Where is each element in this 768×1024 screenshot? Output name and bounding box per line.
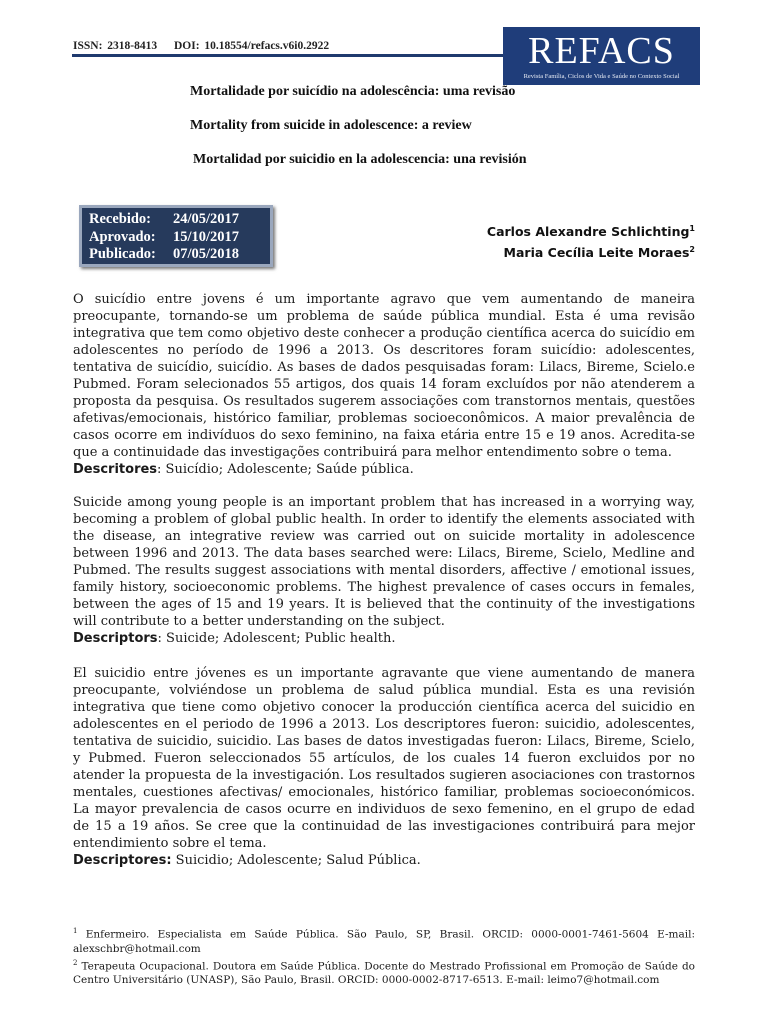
footnote-mark: 1: [73, 927, 78, 935]
footnote: [73, 956, 695, 988]
journal-identifiers: [73, 40, 329, 52]
header-rule: [72, 54, 504, 57]
logo-subtitle: Revista Família, Ciclos de Vida e Saúde no Contexto Social: [523, 73, 680, 80]
abstract-portuguese: [73, 291, 695, 478]
title-english: Mortality from suicide in adolescence: a review: [190, 118, 472, 133]
journal-logo: [503, 27, 700, 85]
author: [487, 220, 695, 241]
date-value: 07/05/2018: [173, 246, 240, 262]
issn: ISSN: 2318-8413: [73, 40, 158, 52]
abstract-english: [73, 494, 695, 647]
footnote-text: Enfermeiro. Especialista em Saúde Pública. São Paulo, SP, Brasil. ORCID: 0000-0001-7461-5604 E-mail: alexschbr@hotmail.com: [73, 928, 695, 955]
footnote-mark: 2: [73, 958, 78, 967]
logo-word: REFACS: [528, 30, 675, 72]
abstract-text: O suicídio entre jovens é um importante agravo que vem aumentando de maneira preocupante, tornando-se um problema de saúde pública mundial. Esta é uma revisão integrativa que tem como objetivo deste conhecer a produção científica acerca do suicídio em adolescentes no período de 1996 a 2013. Os descritores foram suicídio: adolescentes, tentativa de suicídio, suicídio. As bases de dados pesquisadas foram: Lilacs, Bireme, Scielo.e Pubmed. Foram selecionados 55 artigos, dos quais 14 foram excluídos por não atenderem a proposta da pesquisa. Os resultados sugerem associações com transtornos mentais, questões afetivas/emocionais, histórico familiar, problemas socioeconômicos. A maior prevalência de casos ocorre em indivíduos do sexo feminino, na faixa etária entre 15 e 19 anos. Acredita-se que a continuidade das investigações contribuirá para melhor entendimento sobre o tema.: [73, 292, 695, 460]
title-portuguese: Mortalidade por suicídio na adolescência: uma revisão: [190, 84, 516, 99]
keywords: [73, 630, 695, 647]
author-mark: 1: [689, 224, 695, 233]
keywords: [73, 852, 695, 869]
abstract-spanish: [73, 665, 695, 869]
keywords-text: : Suicide; Adolescent; Public health.: [157, 631, 396, 646]
author-name: Carlos Alexandre Schlichting: [486, 224, 690, 240]
author: [487, 241, 695, 262]
abstract-text: Suicide among young people is an important problem that has increased in a worrying way, becoming a problem of global public health. In order to identify the elements associated with the disease, an integrative review was carried out on suicide mortality in adolescence between 1996 and 2013. The data bases searched were: Lilacs, Bireme, Scielo, Medline and Pubmed. The results suggest associations with mental disorders, affective / emotional issues, family history, socioeconomic problems. The highest prevalence of cases occurs in females, between the ages of 15 and 19 years. It is believed that the continuity of the investigations will contribute to a better understanding on the subject.: [73, 495, 695, 629]
author-name: Maria Cecília Leite Moraes: [503, 245, 690, 261]
date-label: Recebido:: [89, 211, 152, 227]
keywords-label: Descriptors: [73, 631, 158, 646]
keywords-label: Descriptores:: [73, 853, 172, 868]
date-label: Aprovado:: [89, 228, 156, 245]
authors: [487, 220, 695, 262]
date-label: Publicado:: [89, 246, 156, 262]
date-approved: [89, 229, 264, 247]
abstract-text: El suicidio entre jóvenes es un importante agravante que viene aumentando de manera preocupante, volviéndose un problema de salud pública mundial. Esta es una revisión integrativa que tiene como objetivo conocer la producción científica acerca del suicidio en adolescentes en el periodo de 1996 a 2013. Los descriptores fueron: suicidio, adolescentes, tentativa de suicidio, suicidio. Las bases de datos investigadas fueron: Lilacs, Bireme, Scielo, y Pubmed. Fueron seleccionados 55 artículos, de los cuales 14 fueron excluidos por no atender la propuesta de la investigación. Los resultados sugieren asociaciones con trastornos mentales, cuestiones afectivas/ emocionales, histórico familiar, problemas socioeconómicos. La mayor prevalencia de casos ocurre en individuos de sexo femenino, en el grupo de edad de 15 a 19 años. Se cree que la continuidad de las investigaciones contribuirá para mejor entendimiento sobre el tema.: [73, 666, 695, 851]
publication-dates-box: [79, 205, 273, 267]
footnote: [73, 924, 695, 956]
date-value: 24/05/2017: [173, 211, 240, 227]
keywords-text: : Suicídio; Adolescente; Saúde pública.: [157, 462, 414, 477]
title-spanish: Mortalidad por suicidio en la adolescencia: una revisión: [193, 152, 527, 167]
author-mark: 2: [689, 245, 695, 255]
keywords-text: Suicidio; Adolescente; Salud Pública.: [171, 853, 421, 868]
doi: DOI: 10.18554/refacs.v6i0.2922: [173, 40, 330, 52]
keywords: [73, 461, 695, 478]
footnote-text: Terapeuta Ocupacional. Doutora em Saúde Pública. Docente do Mestrado Profissional em Promoção de Saúde do Centro Universitário (UNASP), São Paulo, Brasil. ORCID: 0000-0002-8717-6513. E-mail: leimo7@hotmail.com: [73, 960, 695, 986]
footnotes: [73, 924, 695, 987]
date-received: [89, 211, 264, 229]
keywords-label: Descritores: [73, 462, 158, 477]
date-published: [89, 246, 264, 264]
date-value: 15/10/2017: [173, 228, 240, 245]
